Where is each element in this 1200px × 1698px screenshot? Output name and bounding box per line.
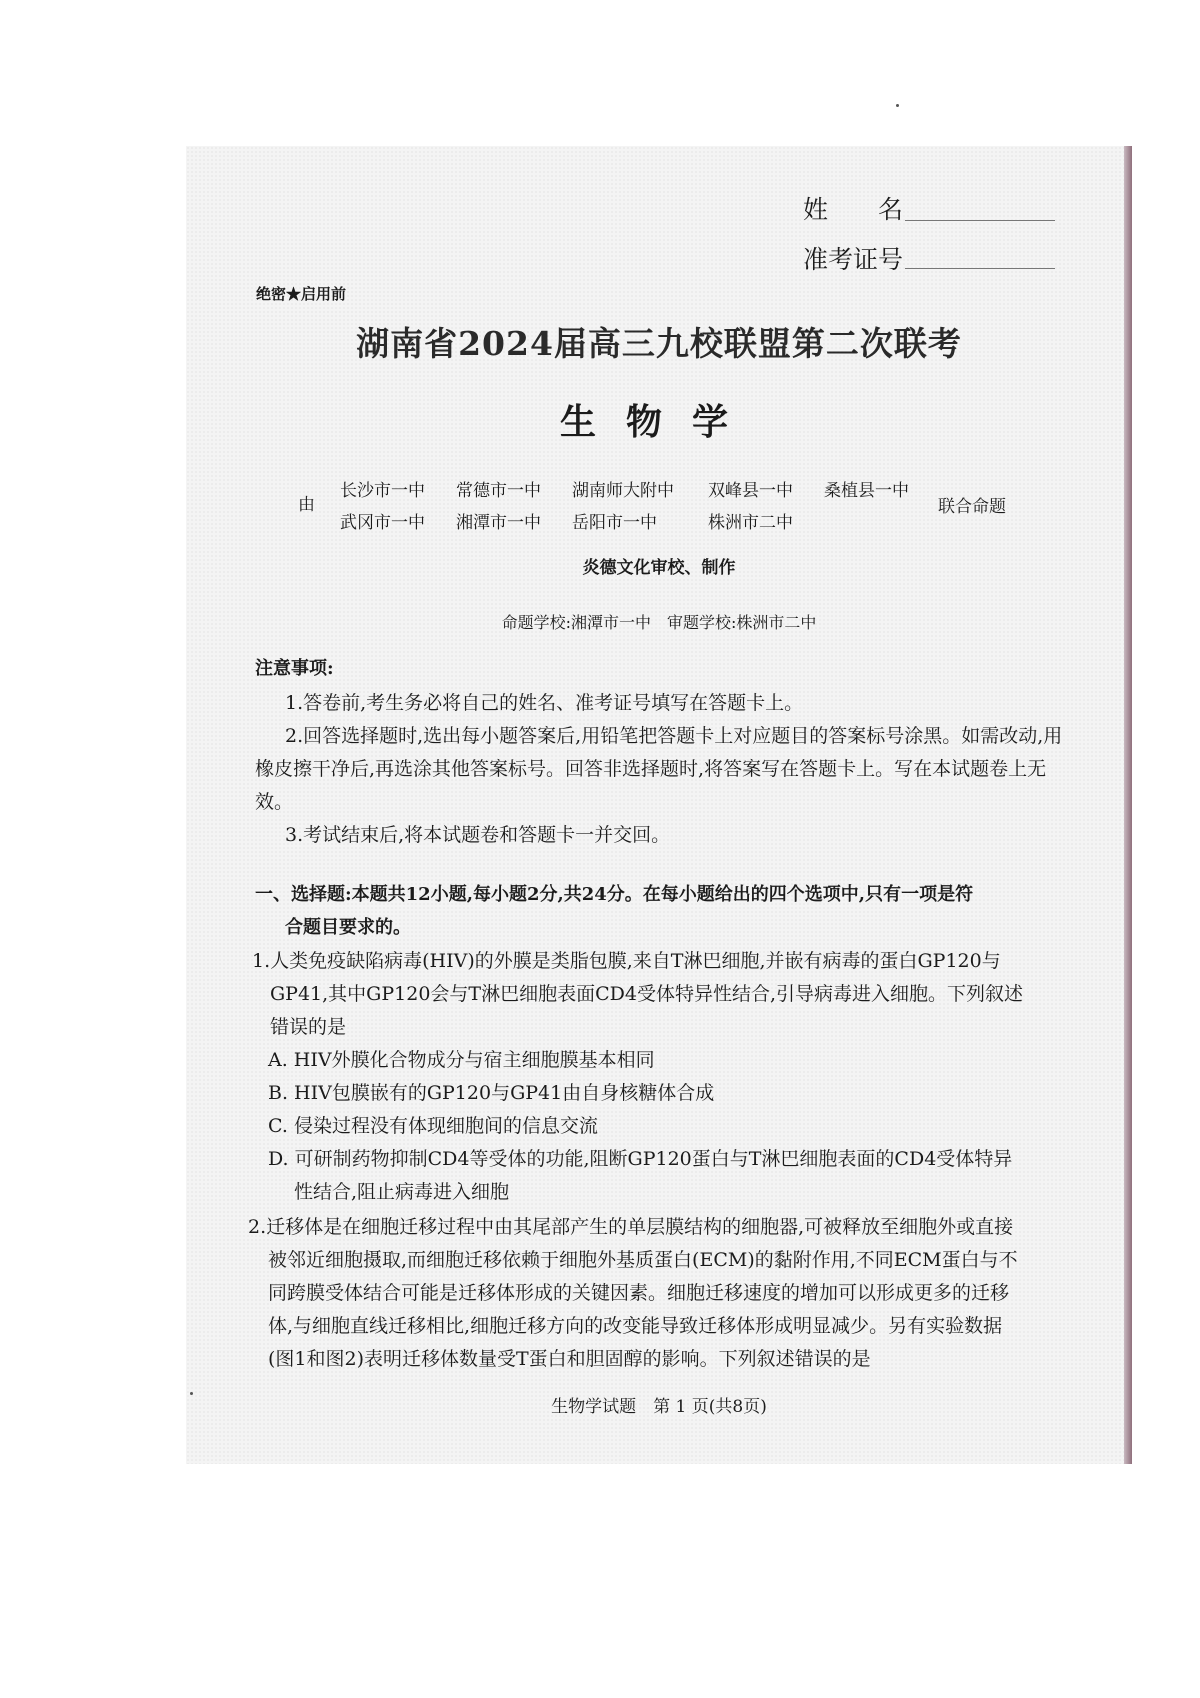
notice-item: 3.考试结束后,将本试题卷和答题卡一并交回。 <box>285 824 671 846</box>
notice-item: 2.回答选择题时,选出每小题答案后,用铅笔把答题卡上对应题目的答案标号涂黑。如需改动,用橡皮擦干净后,再选涂其他答案标号。回答非选择题时,将答案写在答题卡上。写在本试题卷上无效。 <box>255 725 1063 813</box>
producer-line: 炎德文化审校、制作 <box>582 558 736 578</box>
school-name: 双峰县一中 <box>708 481 793 501</box>
question-text: 被邻近细胞摄取,而细胞迁移依赖于细胞外基质蛋白(ECM)的黏附作用,不同ECM蛋白与不 <box>268 1249 1018 1271</box>
option-c: C. 侵染过程没有体现细胞间的信息交流 <box>268 1115 598 1137</box>
setters-line: 命题学校:湘潭市一中 审题学校:株洲市二中 <box>501 613 817 632</box>
option-d: D. 可研制药物抑制CD4等受体的功能,阻断GP120蛋白与T淋巴细胞表面的CD4受体特异 <box>268 1148 1013 1170</box>
question-text: (图1和图2)表明迁移体数量受T蛋白和胆固醇的影响。下列叙述错误的是 <box>268 1348 871 1370</box>
school-name: 株洲市二中 <box>708 513 793 533</box>
school-name: 长沙市一中 <box>340 481 425 501</box>
name-field-line <box>905 220 1055 221</box>
school-name: 常德市一中 <box>456 481 541 501</box>
option-d-cont: 性结合,阻止病毒进入细胞 <box>294 1181 510 1203</box>
exam-title: 湖南省2024届高三九校联盟第二次联考 <box>356 324 962 363</box>
id-field-line <box>905 268 1055 269</box>
schools-prefix: 由 <box>298 495 315 515</box>
section-heading-cont: 合题目要求的。 <box>285 917 411 938</box>
id-label: 准考证号 <box>803 245 904 274</box>
scan-speck <box>896 104 899 107</box>
subject-title: 生物学 <box>559 401 758 443</box>
question-text: 体,与细胞直线迁移相比,细胞迁移方向的改变能导致迁移体形成明显减少。另有实验数据 <box>268 1315 1003 1337</box>
school-name: 湖南师大附中 <box>572 481 674 501</box>
school-name: 岳阳市一中 <box>572 513 657 533</box>
notice-item: 1.答卷前,考生务必将自己的姓名、准考证号填写在答题卡上。 <box>285 692 804 714</box>
notice-heading: 注意事项: <box>255 658 334 679</box>
question-text: 错误的是 <box>270 1016 347 1038</box>
option-a: A. HIV外膜化合物成分与宿主细胞膜基本相同 <box>268 1049 655 1071</box>
question-text: 1.人类免疫缺陷病毒(HIV)的外膜是类脂包膜,来自T淋巴细胞,并嵌有病毒的蛋白GP120与 <box>252 950 1001 972</box>
name-label: 姓 名 <box>803 195 904 224</box>
school-name: 武冈市一中 <box>340 513 425 533</box>
school-name: 桑植县一中 <box>824 481 909 501</box>
option-b: B. HIV包膜嵌有的GP120与GP41由自身核糖体合成 <box>268 1082 715 1104</box>
question-text: 2.迁移体是在细胞迁移过程中由其尾部产生的单层膜结构的细胞器,可被释放至细胞外或直接 <box>248 1216 1014 1238</box>
school-name: 湘潭市一中 <box>456 513 541 533</box>
schools-suffix: 联合命题 <box>938 497 1006 517</box>
page-footer: 生物学试题 第 1 页(共8页) <box>551 1397 767 1417</box>
question-text: 同跨膜受体结合可能是迁移体形成的关键因素。细胞迁移速度的增加可以形成更多的迁移 <box>268 1282 1010 1304</box>
secret-label: 绝密★启用前 <box>256 285 347 303</box>
question-text: GP41,其中GP120会与T淋巴细胞表面CD4受体特异性结合,引导病毒进入细胞。下列叙述 <box>270 983 1023 1005</box>
section-heading: 一、选择题:本题共12小题,每小题2分,共24分。在每小题给出的四个选项中,只有一项是符 <box>255 884 974 905</box>
